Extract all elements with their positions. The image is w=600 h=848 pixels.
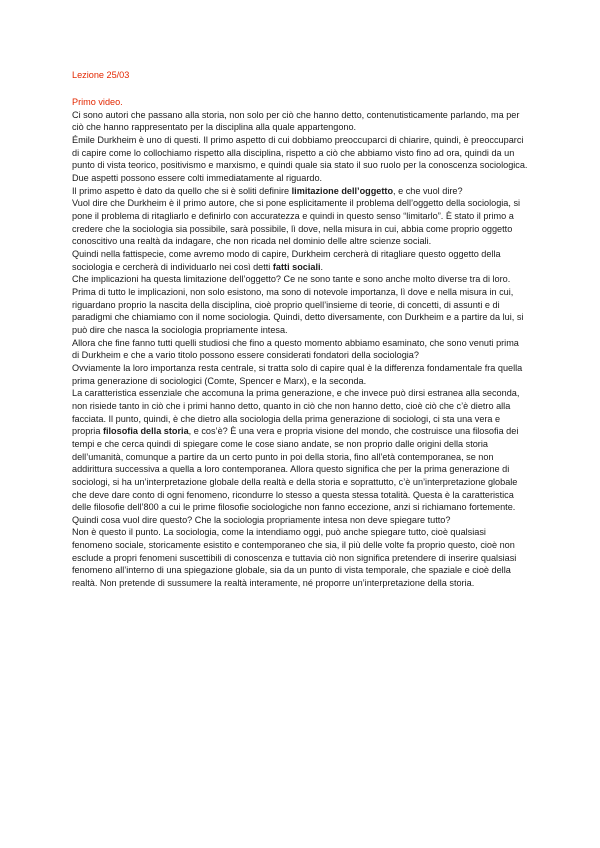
document-body bbox=[72, 69, 528, 590]
bold-term: limitazione dell’oggetto bbox=[291, 185, 394, 196]
paragraph-text: Émile Durkheim è uno di questi. Il primo aspetto di cui dobbiamo preoccuparci di chiarire, quindi, è preoccuparci di capire come lo collochiamo rispetto alla disciplina, rispetto a ciò che abbiamo visto fino ad ora, quindi da un punto di vista teorico, positivismo e marxismo, e quindi quale sia stato il suo ruolo per la conoscenza sociologica. Due aspetti possono essere colti immediatamente al riguardo. bbox=[72, 135, 528, 184]
section-title: Primo video. bbox=[72, 97, 123, 108]
paragraph bbox=[72, 362, 528, 387]
paragraph-text: , e cos’è? È una vera e propria visione del mondo, che costruisce una filosofia dei tempi e che cerca quindi di spiegare come le cose siano andate, se non proprio dalle origini della storia dell’umanità, comunque a partire da un certo punto in poi della storia, fino all’età contemporanea, se non addirittura successiva a quella a loro contemporanea. Allora questo significa che per la prima generazione di sociologi, si ha un’interpretazione globale della realtà e della storia e soprattutto, c’è un’interpretazione globale che deve dare conto di ogni fenomeno, ricondurre lo stesso a questa stessa totalità. Questa è la caratteristica delle filosofie dell’800 a cui le prime filosofie sociologiche non fanno eccezione, anzi si richiamano fortemente. bbox=[72, 426, 519, 513]
paragraph bbox=[72, 273, 528, 286]
spacer bbox=[72, 82, 528, 97]
paragraph bbox=[72, 286, 528, 337]
bold-term: filosofia della storia bbox=[102, 426, 189, 437]
paragraph-text: Il primo aspetto è dato da quello che si è soliti definire bbox=[72, 185, 292, 196]
paragraph-text: Prima di tutto le implicazioni, non solo esistono, ma sono di notevole importanza, lì dove e nella misura in cui, riguardano proprio la nascita della disciplina, cioè proprio quell’insieme di teorie, di concetti, di assunti e di paradigmi che chiamiamo con il nome sociologia. Quindi, detto diversamente, con Durkheim e a partire da lui, si può dire che nasca la sociologia propriamente intesa. bbox=[72, 287, 524, 335]
paragraph-text: . bbox=[320, 261, 324, 272]
paragraph-text: Ci sono autori che passano alla storia, non solo per ciò che hanno detto, contenutisticamente parlando, ma per ciò che hanno rappresentato per la disciplina alla quale appartengono. bbox=[72, 109, 520, 133]
paragraph-text: Ovviamente la loro importanza resta centrale, si tratta solo di capire qual è la differenza fondamentale fra quella prima generazione di sociologici (Comte, Spencer e Marx), e la seconda. bbox=[72, 362, 523, 386]
paragraph-list bbox=[72, 109, 528, 590]
paragraph-text: Quindi nella fattispecie, come avremo modo di capire, Durkheim cercherà di ritagliare questo oggetto della sociologia e cercherà di individuarlo nei così detti bbox=[72, 249, 501, 272]
lesson-title: Lezione 25/03 bbox=[72, 70, 130, 80]
paragraph-text: , e che vuol dire? bbox=[393, 185, 463, 196]
paragraph-text: La caratteristica essenziale che accomuna la prima generazione, e che invece può dirsi estranea alla seconda, non risiede tanto in ciò che i primi hanno detto, quanto in ciò che non hanno detto, cioè ciò che c’è dietro alla facciata. Il punto, quindi, è che dietro alla sociologia della prima generazione di sociologi, ci sta una vera e propria bbox=[72, 388, 520, 437]
paragraph bbox=[72, 337, 528, 362]
paragraph-text: Non è questo il punto. La sociologia, come la intendiamo oggi, può anche spiegare tutto, cioè qualsiasi fenomeno sociale, storicamente esistito e contemporaneo che sia, il più delle volte fa proprio questo, cioè non esclude a propri fenomeni suscettibili di conoscenza e tuttavia ciò non significa pretendere di inserire qualsiasi fenomeno all’interno di una spiegazione globale, sia da un punto di vista temporale, che spaziale e cioè della realtà. Non pretende di sussumere la realtà interamente, né proporre un’interpretazione della storia. bbox=[72, 527, 517, 589]
bold-term: fatti sociali bbox=[272, 261, 321, 272]
paragraph bbox=[72, 514, 528, 527]
paragraph-text: Allora che fine fanno tutti quelli studiosi che fino a questo momento abbiamo esaminato, che sono venuti prima di Durkheim e che a vario titolo possono essere considerati fondatori della sociologia? bbox=[72, 337, 519, 361]
paragraph-text: Vuol dire che Durkheim è il primo autore, che si pone esplicitamente il problema dell’oggetto della sociologia, si pone il problema di ritagliarlo e definirlo con accuratezza e quindi in questo senso “limitarlo”. È stato il primo a credere che la sociologia sia possibile, sarà possibile, lì dove, nella misura in cui, abbia come proprio oggetto conoscitivo una realtà da indagare, che non ricada nel dominio delle altre scienze sociali. bbox=[72, 198, 521, 247]
paragraph bbox=[72, 526, 528, 589]
paragraph bbox=[72, 109, 528, 134]
paragraph bbox=[72, 387, 528, 514]
paragraph bbox=[72, 185, 528, 198]
paragraph-text: Che implicazioni ha questa limitazione dell’oggetto? Ce ne sono tante e sono anche molto diverse tra di loro. bbox=[72, 274, 511, 285]
paragraph bbox=[72, 197, 528, 248]
paragraph bbox=[72, 248, 528, 273]
paragraph-text: Quindi cosa vuol dire questo? Che la sociologia propriamente intesa non deve spiegare tutto? bbox=[72, 514, 451, 525]
paragraph bbox=[72, 134, 528, 185]
